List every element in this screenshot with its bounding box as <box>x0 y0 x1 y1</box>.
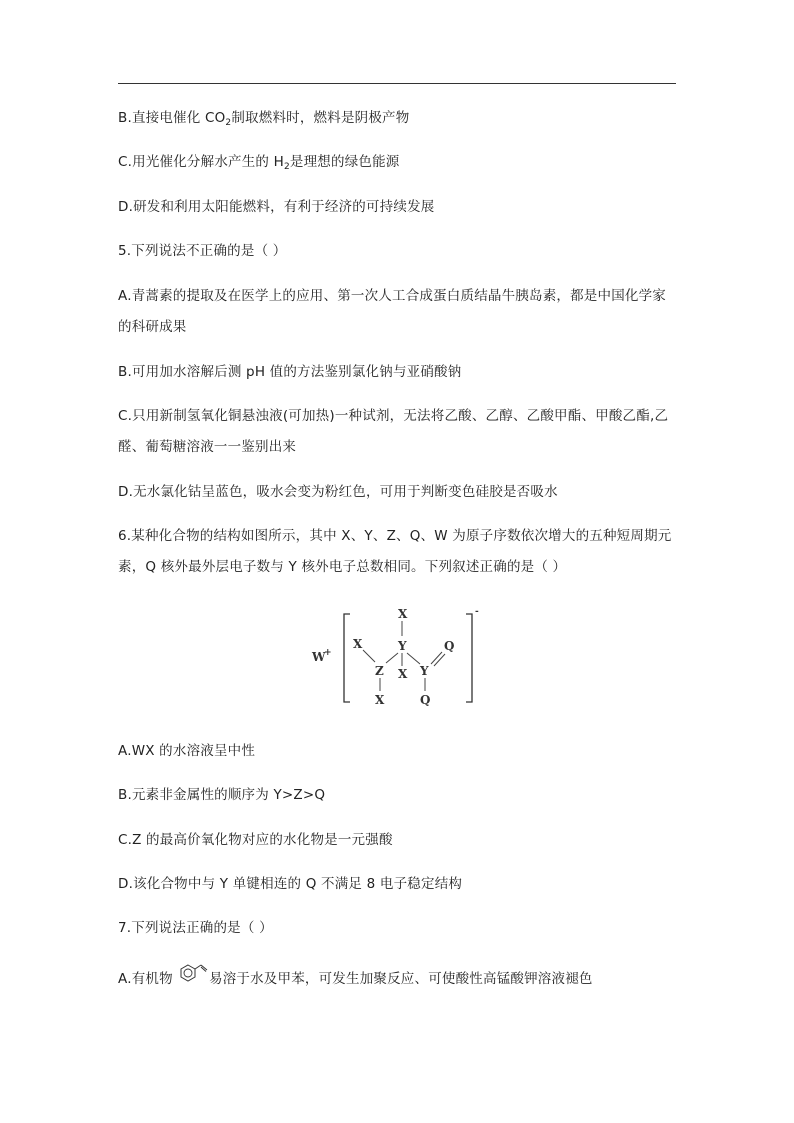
atom-y-right: Y <box>420 664 429 678</box>
left-bracket <box>344 614 350 702</box>
q4-option-c: C.用光催化分解水产生的 $H_2$是理想的绿色能源 <box>118 154 400 172</box>
q5-stem: 5.下列说法不正确的是（ ） <box>118 243 287 259</box>
q5-option-c-line2: 醛、葡萄糖溶液一一鉴别出来 <box>118 439 297 455</box>
q7-option-a-prefix: A.有机物 <box>118 971 173 987</box>
q6-option-a: A.WX 的水溶液呈中性 <box>118 743 256 759</box>
styrene-structure-icon <box>179 962 209 984</box>
cation-w: W <box>312 650 326 664</box>
atom-z: Z <box>375 664 384 678</box>
q7-stem: 7.下列说法正确的是（ ） <box>118 920 273 936</box>
q6-option-d: D.该化合物中与 Y 单键相连的 Q 不满足 8 电子稳定结构 <box>118 876 463 892</box>
q5-option-b: B.可用加水溶解后测 pH 值的方法鉴别氯化钠与亚硝酸钠 <box>118 364 462 380</box>
atom-x-middle: X <box>398 667 408 681</box>
q5-option-a-line2: 的科研成果 <box>118 319 187 335</box>
q6-option-b: B.元素非金属性的顺序为 Y>Z>Q <box>118 787 326 803</box>
q5-option-c-line1: C.只用新制氢氧化铜悬浊液(可加热)一种试剂，无法将乙酸、乙醇、乙酸甲酯、甲酸乙酯,乙 <box>118 408 669 424</box>
atom-q-single: Q <box>420 693 431 707</box>
bond-x-left-z <box>363 650 375 662</box>
q4-option-d: D.研发和利用太阳能燃料，有利于经济的可持续发展 <box>118 199 435 215</box>
q5-option-a-line1: A.青蒿素的提取及在医学上的应用、第一次人工合成蛋白质结晶牛胰岛素，都是中国化学家 <box>118 288 666 304</box>
bond-y-y <box>407 653 420 664</box>
cation-charge: + <box>324 648 332 658</box>
anion-charge: - <box>475 607 479 617</box>
q7-option-a-text: 易溶于水及甲苯，可发生加聚反应、可使酸性高锰酸钾溶液褪色 <box>209 971 593 987</box>
q6-stem-line2: 素，Q 核外最外层电子数与 Y 核外电子总数相同。下列叙述正确的是（ ） <box>118 559 567 575</box>
atom-q-double: Q <box>444 639 455 653</box>
header-rule <box>118 83 676 84</box>
atom-x-bottom: X <box>375 693 385 707</box>
bond-z-y <box>386 653 398 663</box>
bond-y-q-double-a <box>431 652 442 664</box>
compound-structure-diagram <box>300 598 490 714</box>
atom-y-center: Y <box>398 639 407 653</box>
atom-x-top: X <box>398 607 408 621</box>
q5-option-d: D.无水氯化钴呈蓝色，吸水会变为粉红色，可用于判断变色硅胶是否吸水 <box>118 484 558 500</box>
q4-option-b: B.直接电催化 $CO_2$制取燃料时，燃料是阴极产物 <box>118 110 410 128</box>
q6-stem-line1: 6.某种化合物的结构如图所示，其中 X、Y、Z、Q、W 为原子序数依次增大的五种短周期元 <box>118 528 672 544</box>
right-bracket <box>466 614 472 702</box>
bond-y-q-double-b <box>434 654 445 666</box>
atom-x-left: X <box>353 637 363 651</box>
q6-option-c: C.Z 的最高价氧化物对应的水化物是一元强酸 <box>118 832 393 848</box>
